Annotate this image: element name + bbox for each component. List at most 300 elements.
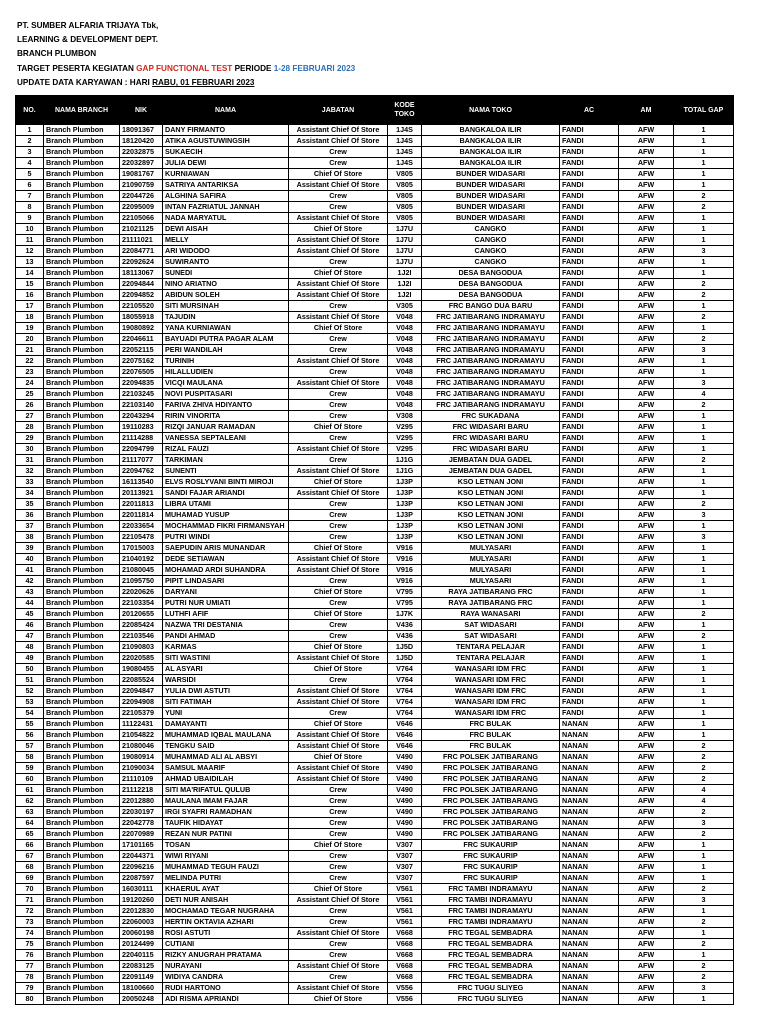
table-cell: Branch Plumbon [44, 224, 120, 235]
table-cell: AFW [619, 301, 674, 312]
table-cell: 78 [16, 972, 44, 983]
table-cell: Branch Plumbon [44, 796, 120, 807]
table-cell: AFW [619, 323, 674, 334]
table-cell: HERTIN OKTAVIA AZHARI [163, 917, 289, 928]
table-cell: V308 [388, 411, 422, 422]
table-cell: PUTRI NUR UMIATI [163, 598, 289, 609]
table-row [16, 983, 734, 994]
table-row [16, 829, 734, 840]
table-cell: Chief Of Store [289, 994, 388, 1005]
table-cell: Assistant Chief Of Store [289, 235, 388, 246]
table-cell: Crew [289, 411, 388, 422]
table-cell: AFW [619, 972, 674, 983]
table-cell: LIBRA UTAMI [163, 499, 289, 510]
table-cell: Crew [289, 873, 388, 884]
table-cell: AFW [619, 631, 674, 642]
table-cell: AFW [619, 796, 674, 807]
table-cell: PIPIT LINDASARI [163, 576, 289, 587]
table-cell: 32 [16, 466, 44, 477]
table-cell: 1 [674, 906, 734, 917]
table-cell: V307 [388, 873, 422, 884]
table-cell: 65 [16, 829, 44, 840]
table-cell: FRC JATIBARANG INDRAMAYU [422, 378, 560, 389]
table-cell: Branch Plumbon [44, 543, 120, 554]
table-cell: 70 [16, 884, 44, 895]
table-cell: Assistant Chief Of Store [289, 697, 388, 708]
table-cell: JEMBATAN DUA GADEL [422, 455, 560, 466]
table-row [16, 257, 734, 268]
update-prefix: UPDATE DATA KARYAWAN : HARI [17, 77, 153, 87]
table-cell: 1 [674, 675, 734, 686]
table-cell: Crew [289, 631, 388, 642]
table-cell: V436 [388, 631, 422, 642]
table-cell: Branch Plumbon [44, 367, 120, 378]
table-cell: V561 [388, 895, 422, 906]
table-cell: 22103546 [120, 631, 163, 642]
table-cell: 63 [16, 807, 44, 818]
table-cell: 1 [674, 356, 734, 367]
table-row [16, 620, 734, 631]
table-cell: TAJUDIN [163, 312, 289, 323]
table-cell: Branch Plumbon [44, 290, 120, 301]
table-cell: Branch Plumbon [44, 477, 120, 488]
table-row [16, 719, 734, 730]
table-cell: Crew [289, 851, 388, 862]
table-cell: MAULANA IMAM FAJAR [163, 796, 289, 807]
table-cell: DEWI AISAH [163, 224, 289, 235]
table-cell: FANDI [560, 488, 619, 499]
table-cell: LUTHFI AFIF [163, 609, 289, 620]
table-row [16, 565, 734, 576]
table-cell: Branch Plumbon [44, 741, 120, 752]
table-cell: 25 [16, 389, 44, 400]
table-cell: AFW [619, 246, 674, 257]
table-cell: 61 [16, 785, 44, 796]
table-cell: NANAN [560, 917, 619, 928]
table-cell: Branch Plumbon [44, 235, 120, 246]
table-cell: FRC TEGAL SEMBADRA [422, 928, 560, 939]
table-row [16, 224, 734, 235]
table-cell: V668 [388, 961, 422, 972]
table-cell: 1 [674, 213, 734, 224]
table-cell: AFW [619, 466, 674, 477]
table-cell: NANAN [560, 928, 619, 939]
table-cell: Branch Plumbon [44, 620, 120, 631]
table-cell: WIDIYA CANDRA [163, 972, 289, 983]
table-cell: Assistant Chief Of Store [289, 180, 388, 191]
table-cell: V295 [388, 444, 422, 455]
table-cell: 40 [16, 554, 44, 565]
table-cell: 22085524 [120, 675, 163, 686]
table-cell: Branch Plumbon [44, 697, 120, 708]
table-cell: V916 [388, 543, 422, 554]
table-cell: 66 [16, 840, 44, 851]
table-cell: FANDI [560, 499, 619, 510]
table-cell: Branch Plumbon [44, 653, 120, 664]
table-cell: 2 [674, 763, 734, 774]
table-row [16, 609, 734, 620]
table-cell: MOHAMAD ARDI SUHANDRA [163, 565, 289, 576]
target-period: 1-28 FEBRUARI 2023 [273, 63, 356, 73]
table-cell: 1 [674, 664, 734, 675]
table-cell: NINO ARIATNO [163, 279, 289, 290]
table-row [16, 521, 734, 532]
table-row [16, 906, 734, 917]
table-row [16, 444, 734, 455]
table-cell: 17101165 [120, 840, 163, 851]
table-cell: 21110109 [120, 774, 163, 785]
table-cell: 1J3P [388, 477, 422, 488]
table-cell: Branch Plumbon [44, 488, 120, 499]
table-cell: AFW [619, 697, 674, 708]
table-cell: MUHAMMAD TEGUH FAUZI [163, 862, 289, 873]
table-cell: AFW [619, 191, 674, 202]
table-row [16, 378, 734, 389]
table-cell: V646 [388, 730, 422, 741]
table-cell: AFW [619, 983, 674, 994]
table-cell: 13 [16, 257, 44, 268]
column-header: NAMA [163, 96, 289, 125]
table-cell: FANDI [560, 389, 619, 400]
table-cell: 22094835 [120, 378, 163, 389]
table-cell: FRC SUKADANA [422, 411, 560, 422]
table-cell: V916 [388, 554, 422, 565]
table-cell: 49 [16, 653, 44, 664]
table-cell: V307 [388, 862, 422, 873]
table-cell: Branch Plumbon [44, 763, 120, 774]
table-cell: 35 [16, 499, 44, 510]
table-cell: 2 [674, 774, 734, 785]
table-cell: 54 [16, 708, 44, 719]
table-cell: 19081767 [120, 169, 163, 180]
table-cell: Assistant Chief Of Store [289, 565, 388, 576]
table-cell: Assistant Chief Of Store [289, 125, 388, 136]
table-cell: 64 [16, 818, 44, 829]
table-cell: 22087597 [120, 873, 163, 884]
table-cell: Branch Plumbon [44, 455, 120, 466]
table-cell: V048 [388, 323, 422, 334]
table-cell: FRC WIDASARI BARU [422, 444, 560, 455]
table-cell: AFW [619, 598, 674, 609]
table-row [16, 664, 734, 675]
table-cell: AFW [619, 213, 674, 224]
table-cell: AFW [619, 543, 674, 554]
table-cell: V561 [388, 884, 422, 895]
table-cell: RIZQI JANUAR RAMADAN [163, 422, 289, 433]
table-cell: 29 [16, 433, 44, 444]
table-cell: V556 [388, 983, 422, 994]
target-mid: PERIODE [232, 63, 274, 73]
table-cell: 1 [674, 686, 734, 697]
table-cell: Crew [289, 510, 388, 521]
table-cell: 46 [16, 620, 44, 631]
table-cell: Chief Of Store [289, 323, 388, 334]
table-cell: Crew [289, 389, 388, 400]
table-cell: AFW [619, 576, 674, 587]
table-cell: FRC TAMBI INDRAMAYU [422, 906, 560, 917]
table-cell: 4 [674, 785, 734, 796]
table-cell: V048 [388, 378, 422, 389]
table-cell: FRC TUGU SLIYEG [422, 994, 560, 1005]
table-cell: Crew [289, 818, 388, 829]
table-row [16, 356, 734, 367]
table-cell: Branch Plumbon [44, 972, 120, 983]
table-cell: 1 [674, 873, 734, 884]
table-cell: 3 [674, 532, 734, 543]
table-cell: 19080914 [120, 752, 163, 763]
table-row [16, 433, 734, 444]
table-cell: BUNDER WIDASARI [422, 191, 560, 202]
table-cell: INTAN FAZRIATUL JANNAH [163, 202, 289, 213]
table-cell: 22030197 [120, 807, 163, 818]
table-cell: 18091367 [120, 125, 163, 136]
table-cell: 22040115 [120, 950, 163, 961]
table-row [16, 895, 734, 906]
table-cell: FANDI [560, 642, 619, 653]
table-cell: AFW [619, 158, 674, 169]
table-cell: FRC POLSEK JATIBARANG [422, 818, 560, 829]
table-cell: PANDI AHMAD [163, 631, 289, 642]
table-cell: DESA BANGODUA [422, 290, 560, 301]
table-cell: FANDI [560, 664, 619, 675]
table-cell: RIZAL FAUZI [163, 444, 289, 455]
table-cell: 18120420 [120, 136, 163, 147]
table-cell: 22091149 [120, 972, 163, 983]
table-cell: AFW [619, 422, 674, 433]
table-cell: SITI WASTINI [163, 653, 289, 664]
table-cell: Assistant Chief Of Store [289, 895, 388, 906]
table-cell: 16113540 [120, 477, 163, 488]
table-cell: Crew [289, 400, 388, 411]
table-row [16, 400, 734, 411]
table-cell: 42 [16, 576, 44, 587]
table-cell: 1 [674, 554, 734, 565]
table-cell: 1 [674, 224, 734, 235]
table-cell: AFW [619, 400, 674, 411]
table-cell: Branch Plumbon [44, 664, 120, 675]
table-cell: 21080046 [120, 741, 163, 752]
table-cell: 17 [16, 301, 44, 312]
table-cell: 22032897 [120, 158, 163, 169]
table-row [16, 488, 734, 499]
table-cell: MULYASARI [422, 543, 560, 554]
table-cell: NANAN [560, 752, 619, 763]
table-cell: 24 [16, 378, 44, 389]
table-cell: AFW [619, 136, 674, 147]
table-cell: 34 [16, 488, 44, 499]
table-cell: 1J2I [388, 290, 422, 301]
table-cell: Branch Plumbon [44, 169, 120, 180]
table-cell: 22052115 [120, 345, 163, 356]
table-cell: V795 [388, 587, 422, 598]
table-cell: CANGKO [422, 257, 560, 268]
table-cell: V916 [388, 576, 422, 587]
table-cell: 22105379 [120, 708, 163, 719]
table-row [16, 125, 734, 136]
table-cell: FRC TUGU SLIYEG [422, 983, 560, 994]
table-cell: 10 [16, 224, 44, 235]
table-cell: FANDI [560, 246, 619, 257]
table-cell: NANAN [560, 873, 619, 884]
table-cell: DAMAYANTI [163, 719, 289, 730]
table-cell: NANAN [560, 829, 619, 840]
table-row [16, 532, 734, 543]
column-header: AC [560, 96, 619, 125]
table-cell: Chief Of Store [289, 169, 388, 180]
table-cell: 30 [16, 444, 44, 455]
table-cell: V764 [388, 708, 422, 719]
table-cell: FANDI [560, 312, 619, 323]
table-cell: FRC JATIBARANG INDRAMAYU [422, 312, 560, 323]
table-cell: V490 [388, 763, 422, 774]
table-cell: Assistant Chief Of Store [289, 928, 388, 939]
table-cell: FRC TEGAL SEMBADRA [422, 939, 560, 950]
table-cell: 1 [674, 521, 734, 532]
table-row [16, 246, 734, 257]
table-cell: 22103140 [120, 400, 163, 411]
table-cell: AFW [619, 510, 674, 521]
table-row [16, 697, 734, 708]
table-cell: Branch Plumbon [44, 334, 120, 345]
table-cell: 45 [16, 609, 44, 620]
table-cell: Crew [289, 191, 388, 202]
table-cell: FRC SUKAURIP [422, 873, 560, 884]
table-cell: 20060198 [120, 928, 163, 939]
table-cell: FRC JATIBARANG INDRAMAYU [422, 389, 560, 400]
table-cell: 22032875 [120, 147, 163, 158]
table-cell: 1 [674, 697, 734, 708]
table-cell: 1J7K [388, 609, 422, 620]
table-cell: SITI MURSINAH [163, 301, 289, 312]
table-cell: 22046611 [120, 334, 163, 345]
table-cell: 16 [16, 290, 44, 301]
table-cell: Branch Plumbon [44, 422, 120, 433]
table-cell: ALGHINA SAFIRA [163, 191, 289, 202]
table-cell: FRC JATIBARANG INDRAMAYU [422, 345, 560, 356]
table-cell: 18100660 [120, 983, 163, 994]
table-cell: Crew [289, 433, 388, 444]
table-cell: WANASARI IDM FRC [422, 686, 560, 697]
table-cell: 37 [16, 521, 44, 532]
table-cell: AFW [619, 708, 674, 719]
table-cell: 2 [674, 455, 734, 466]
table-cell: NANAN [560, 741, 619, 752]
table-cell: 22094844 [120, 279, 163, 290]
table-cell: 75 [16, 939, 44, 950]
table-cell: 1 [674, 477, 734, 488]
table-cell: SUWIRANTO [163, 257, 289, 268]
table-cell: V490 [388, 774, 422, 785]
table-cell: FANDI [560, 510, 619, 521]
table-cell: 6 [16, 180, 44, 191]
table-cell: DETI NUR ANISAH [163, 895, 289, 906]
table-cell: RAYA JATIBARANG FRC [422, 598, 560, 609]
table-cell: AFW [619, 807, 674, 818]
table-cell: V048 [388, 334, 422, 345]
table-row [16, 169, 734, 180]
table-cell: AFW [619, 862, 674, 873]
table-cell: Branch Plumbon [44, 312, 120, 323]
table-cell: V764 [388, 675, 422, 686]
table-cell: AFW [619, 873, 674, 884]
table-cell: 3 [674, 345, 734, 356]
table-cell: ROSI ASTUTI [163, 928, 289, 939]
table-cell: 4 [16, 158, 44, 169]
table-cell: 1 [674, 158, 734, 169]
table-cell: 1J5D [388, 653, 422, 664]
table-cell: 1 [674, 587, 734, 598]
table-cell: Crew [289, 576, 388, 587]
table-cell: FRC POLSEK JATIBARANG [422, 785, 560, 796]
table-cell: Crew [289, 950, 388, 961]
table-cell: 79 [16, 983, 44, 994]
table-cell: 20050248 [120, 994, 163, 1005]
table-cell: FANDI [560, 356, 619, 367]
table-cell: MOCHAMAD TEGAR NUGRAHA [163, 906, 289, 917]
table-cell: NOVI PUSPITASARI [163, 389, 289, 400]
table-cell: SAT WIDASARI [422, 620, 560, 631]
table-cell: 1 [674, 620, 734, 631]
table-row [16, 477, 734, 488]
table-cell: Crew [289, 620, 388, 631]
table-cell: 22020626 [120, 587, 163, 598]
table-cell: 43 [16, 587, 44, 598]
table-cell: RIRIN VINORITA [163, 411, 289, 422]
table-cell: AFW [619, 257, 674, 268]
table-cell: NANAN [560, 851, 619, 862]
table-cell: FANDI [560, 213, 619, 224]
table-cell: Branch Plumbon [44, 642, 120, 653]
table-cell: VICQI MAULANA [163, 378, 289, 389]
table-cell: 11122431 [120, 719, 163, 730]
table-cell: Branch Plumbon [44, 994, 120, 1005]
table-cell: 20113921 [120, 488, 163, 499]
table-cell: Chief Of Store [289, 752, 388, 763]
table-cell: V805 [388, 169, 422, 180]
table-cell: NAZWA TRI DESTANIA [163, 620, 289, 631]
table-cell: 41 [16, 565, 44, 576]
table-cell: Chief Of Store [289, 642, 388, 653]
table-cell: AFW [619, 939, 674, 950]
table-cell: AFW [619, 763, 674, 774]
table-cell: Assistant Chief Of Store [289, 213, 388, 224]
table-cell: 22105520 [120, 301, 163, 312]
table-cell: BUNDER WIDASARI [422, 180, 560, 191]
table-cell: AFW [619, 961, 674, 972]
table-cell: Branch Plumbon [44, 983, 120, 994]
table-cell: Crew [289, 158, 388, 169]
table-cell: AFW [619, 554, 674, 565]
table-cell: PERI WANDILAH [163, 345, 289, 356]
table-cell: 1J4S [388, 125, 422, 136]
table-cell: NANAN [560, 796, 619, 807]
column-header: NIK [120, 96, 163, 125]
table-cell: AFW [619, 334, 674, 345]
table-cell: FRC JATIBARANG INDRAMAYU [422, 323, 560, 334]
table-cell: FRC BULAK [422, 730, 560, 741]
table-cell: Branch Plumbon [44, 895, 120, 906]
table-cell: TENTARA PELAJAR [422, 653, 560, 664]
table-cell: RAYA JATIBARANG FRC [422, 587, 560, 598]
table-cell: Chief Of Store [289, 422, 388, 433]
table-cell: RIZKY ANUGRAH PRATAMA [163, 950, 289, 961]
table-cell: FANDI [560, 345, 619, 356]
table-row [16, 422, 734, 433]
table-cell: Branch Plumbon [44, 587, 120, 598]
table-row [16, 235, 734, 246]
table-cell: Assistant Chief Of Store [289, 312, 388, 323]
table-cell: ADI RISMA APRIANDI [163, 994, 289, 1005]
